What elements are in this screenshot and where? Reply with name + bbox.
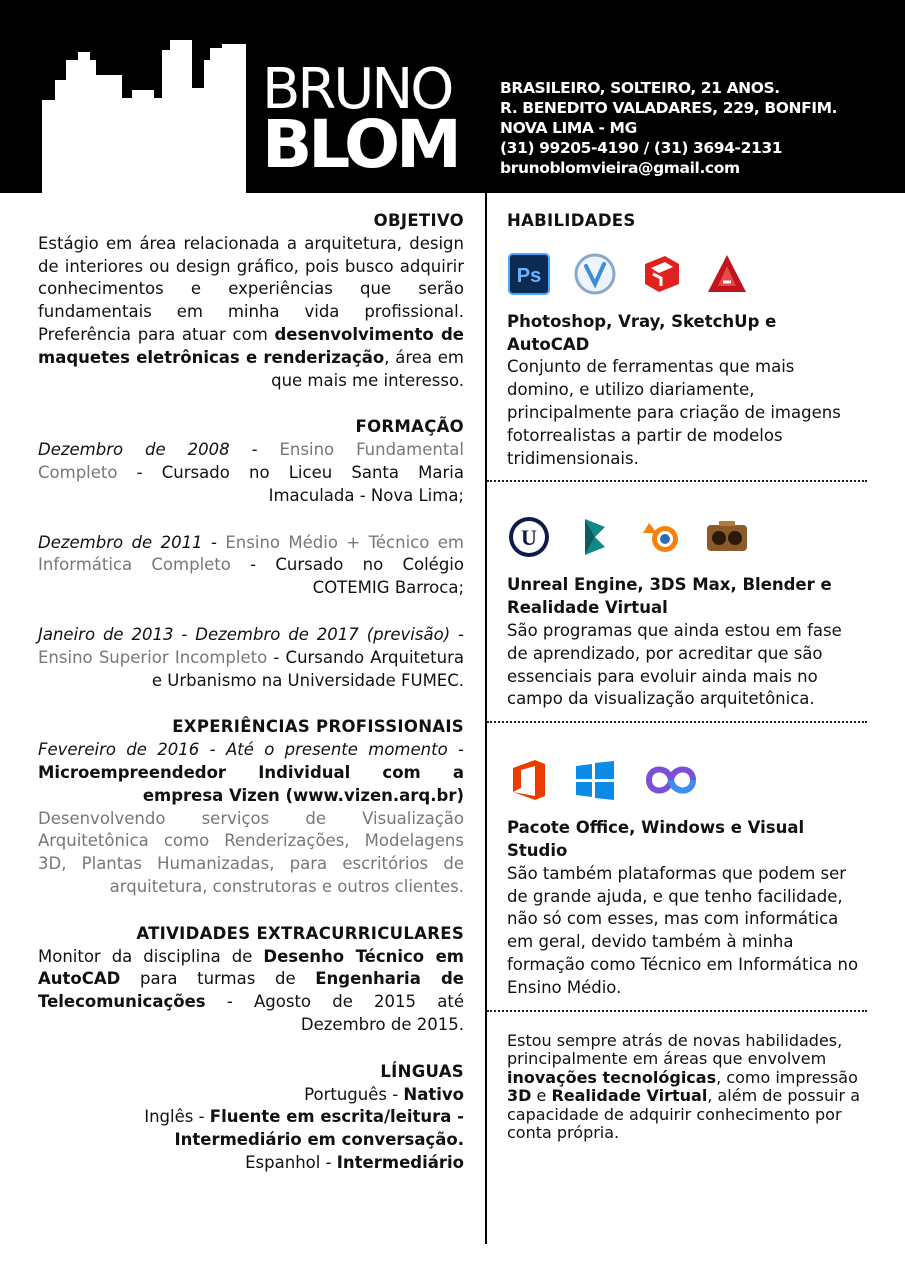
skill-group-title: Pacote Office, Windows e Visual Studio: [507, 818, 805, 860]
section-title-atividades: ATIVIDADES EXTRACURRICULARES: [136, 923, 464, 943]
address-city: NOVA LIMA - MG: [500, 119, 637, 137]
dotted-separator: [487, 1010, 867, 1012]
column-divider: [485, 22, 487, 1244]
3ds-max-icon: [573, 515, 617, 559]
language-item: Espanhol - Intermediário: [245, 1152, 464, 1172]
unreal-engine-icon: [507, 515, 551, 559]
skill-icons-row: [507, 514, 862, 560]
dotted-separator: [487, 721, 867, 723]
skill-group-desc: São programas que ainda estou em fase de aprendizado, por acreditar que são essenciais para evoluir ainda mais no campo da visualização arquitetônica.: [507, 620, 842, 709]
name-title: [262, 57, 458, 183]
sketchup-icon: [639, 252, 683, 296]
address-street: R. BENEDITO VALADARES, 229, BONFIM.: [500, 99, 838, 117]
skill-icons-row: [507, 251, 862, 297]
section-title-linguas: LÍNGUAS: [380, 1061, 464, 1081]
skill-group-title: Unreal Engine, 3DS Max, Blender e Realidade Virtual: [507, 575, 832, 618]
objetivo-text: Estágio em área relacionada a arquitetura, design de interiores ou design gráfico, pois busco adquirir conhecimentos e experiências que serão fundamentais em minha vida profissional. Preferência para atuar com desenvolvimento de maquetes eletrônicas e renderização, área em que mais me interesso.: [38, 233, 464, 390]
header-banner: [0, 0, 905, 193]
vray-icon: [573, 252, 617, 296]
personal-info: BRASILEIRO, SOLTEIRO, 21 ANOS.: [500, 79, 780, 97]
autocad-icon: [705, 252, 749, 296]
atividades-section: [38, 923, 464, 1037]
skill-icons-row: [507, 757, 862, 803]
left-column: [38, 210, 464, 1175]
objetivo-section: [38, 210, 464, 392]
svg-text:U: U: [521, 525, 537, 551]
blender-icon: [639, 515, 683, 559]
linguas-section: [38, 1061, 464, 1175]
language-item: Português - Nativo: [304, 1084, 464, 1104]
section-title-habilidades: HABILIDADES: [507, 211, 636, 230]
skill-group-desc: Conjunto de ferramentas que mais domino, e utilizo diariamente, principalmente para criação de imagens fotorrealistas a partir de modelos tridimensionais.: [507, 357, 841, 468]
section-title-objetivo: OBJETIVO: [373, 211, 464, 230]
svg-text:Ps: Ps: [516, 264, 542, 287]
experiencia-desc: Desenvolvendo serviços de Visualização Arquitetônica como Renderizações, Modelagens 3D, Plantas Humanizadas, para escritórios de arquitetura, construtoras e outros clientes.: [38, 808, 464, 896]
formacao-item: Janeiro de 2013 - Dezembro de 2017 (previsão) - Ensino Superior Incompleto - Cursando Arquitetura e Urbanismo na Universidade FUMEC.: [38, 624, 465, 690]
last-name: BLOM: [262, 106, 458, 183]
section-title-formacao: FORMAÇÃO: [355, 417, 464, 437]
visual-studio-icon: [639, 758, 703, 802]
photoshop-icon: [507, 252, 551, 296]
experiencia-item: Fevereiro de 2016 - Até o presente momento - Microempreendedor Individual com a empresa Vizen (www.vizen.arq.br): [38, 740, 464, 805]
formacao-section: [38, 416, 464, 692]
dotted-separator: [487, 480, 867, 482]
office-icon: [507, 758, 551, 802]
vr-headset-icon: [705, 515, 749, 559]
contact-info: [500, 78, 837, 178]
section-title-experiencias: EXPERIÊNCIAS PROFISSIONAIS: [172, 717, 464, 737]
language-item: Inglês - Fluente em escrita/leitura - Intermediário em conversação.: [144, 1107, 464, 1150]
skill-group-desc: São também plataformas que podem ser de grande ajuda, e que tenho facilidade, não só com esses, mas com informática em geral, devido também à minha formação como Técnico em Informática no Ensino Médio.: [507, 863, 859, 997]
experiencias-section: [38, 716, 464, 898]
phone-numbers: (31) 99205-4190 / (31) 3694-2131: [500, 139, 783, 157]
email-address: brunoblomvieira@gmail.com: [500, 159, 740, 177]
windows-icon: [573, 758, 617, 802]
skill-group-title: Photoshop, Vray, SketchUp e AutoCAD: [507, 311, 777, 354]
atividades-text: Monitor da disciplina de Desenho Técnico em AutoCAD para turmas de Engenharia de Telecomunicações - Agosto de 2015 até Dezembro de 2015.: [38, 946, 464, 1034]
closing-note: Estou sempre atrás de novas habilidades, principalmente em áreas que envolvem inovações tecnológicas, como impressão 3D e Realidade Virtual, além de possuir a capacidade de adquirir conhecimento por conta própria.: [507, 1030, 860, 1143]
right-column: [507, 210, 862, 1143]
city-skyline-logo: [0, 0, 250, 193]
first-name: BRUNO: [262, 57, 452, 122]
formacao-item: Dezembro de 2008 - Ensino Fundamental Completo - Cursado no Liceu Santa Maria Imaculada - Nova Lima;: [38, 440, 465, 505]
formacao-item: Dezembro de 2011 - Ensino Médio + Técnico em Informática Completo - Cursado no Colégio COTEMIG Barroca;: [38, 532, 464, 598]
